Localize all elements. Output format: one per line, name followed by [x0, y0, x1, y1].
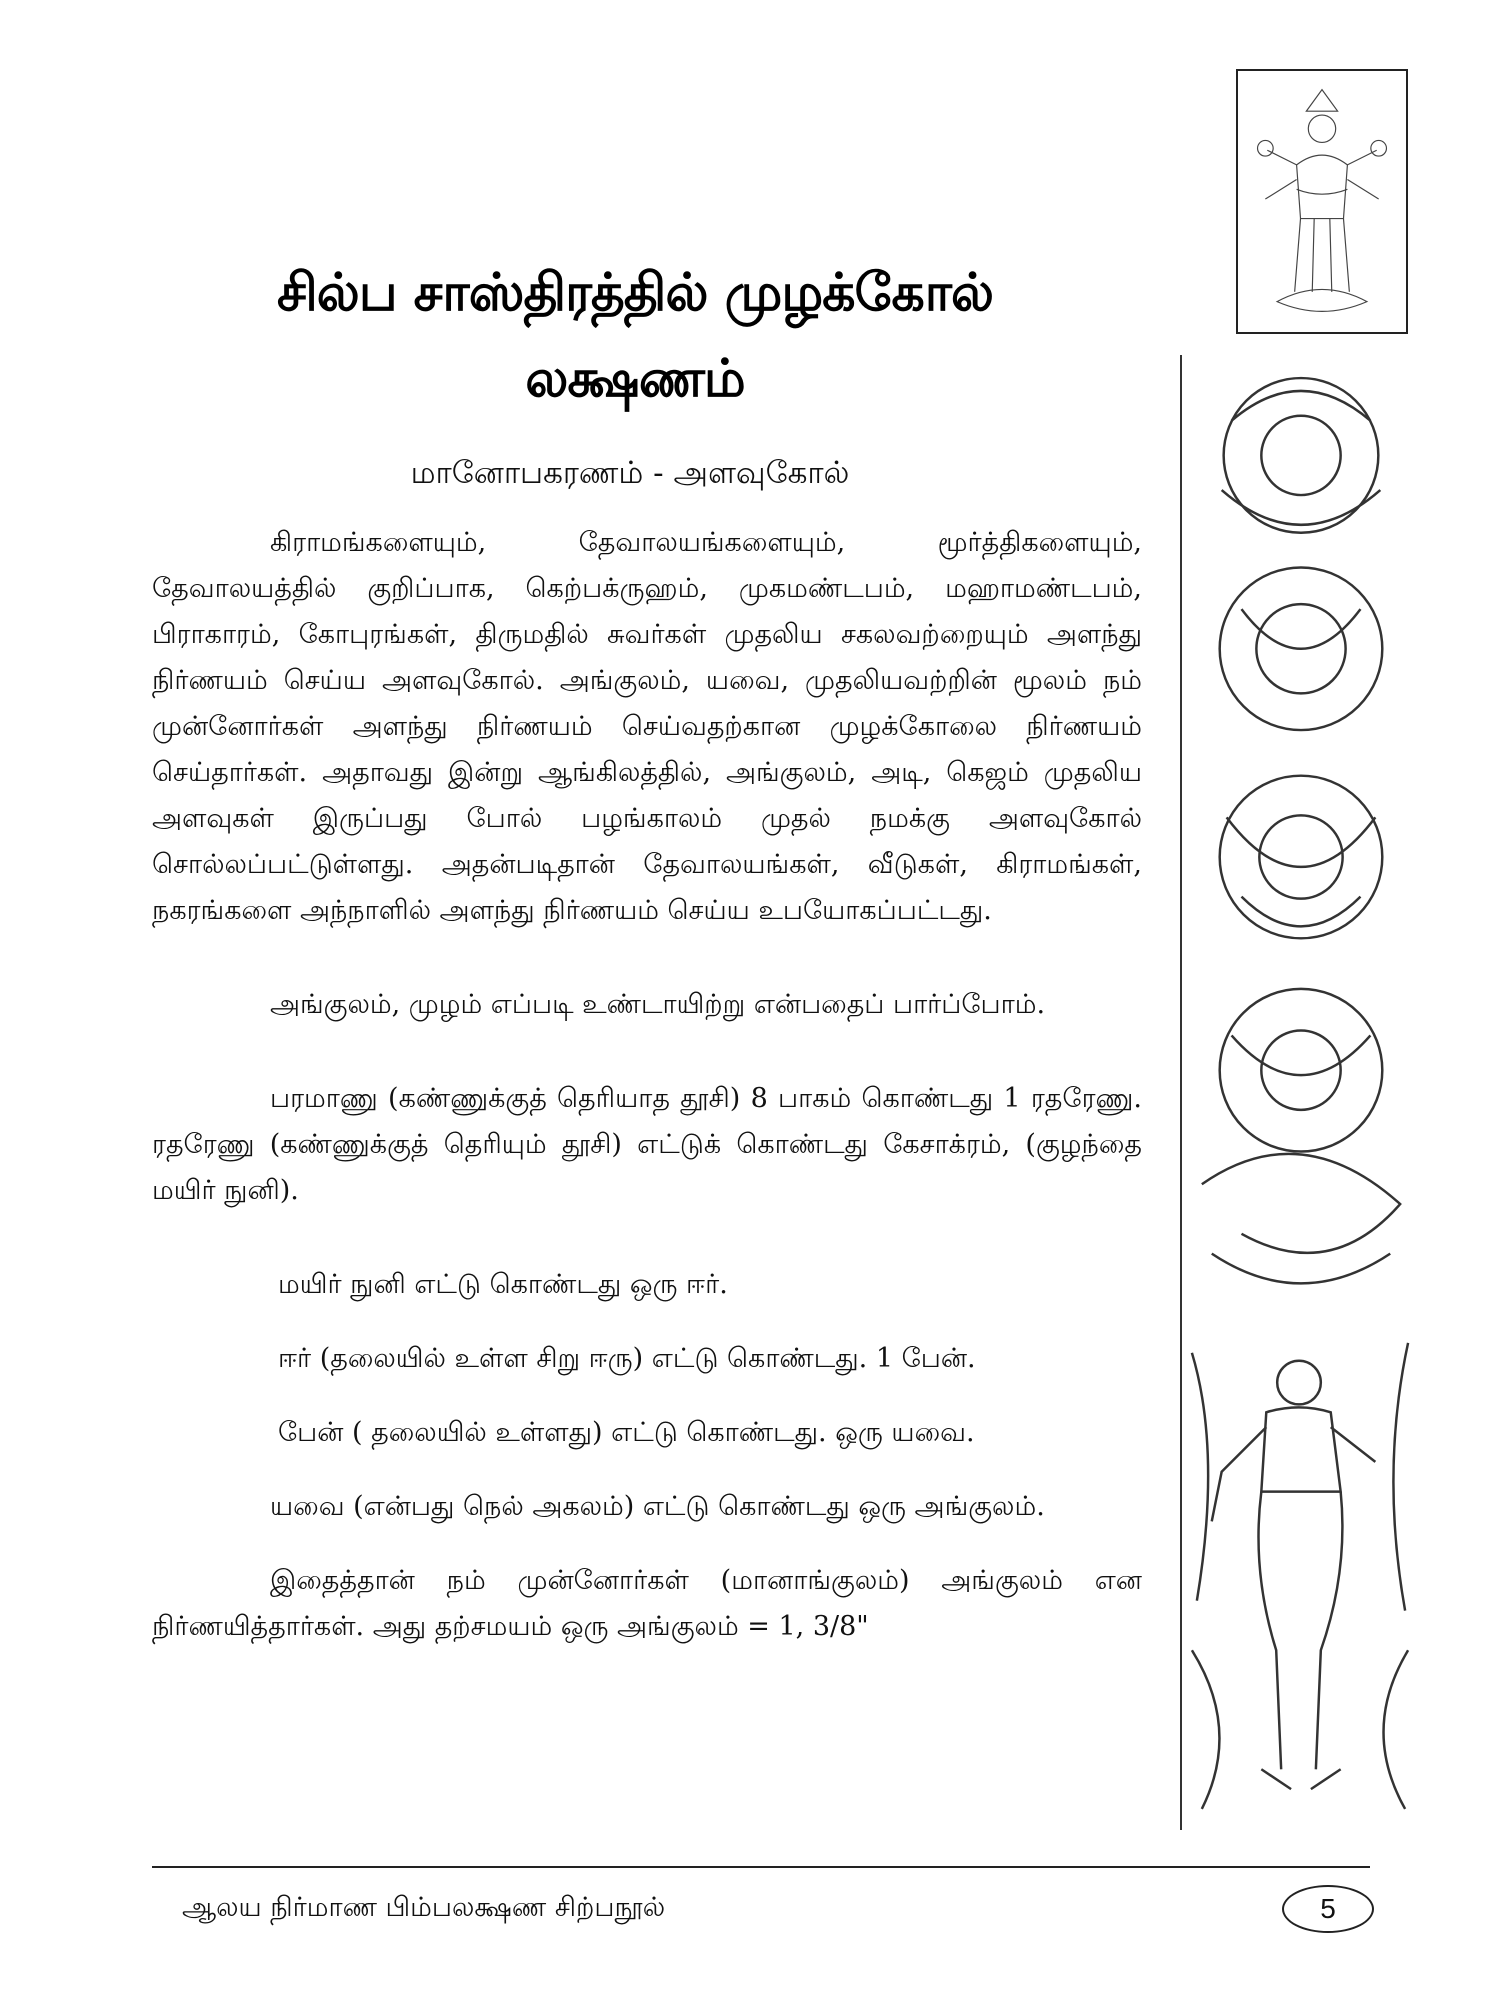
paragraph-2: அங்குலம், முழம் எப்படி உண்டாயிற்று என்பதைப் பார்ப்போம். [270, 989, 1046, 1020]
deity-illustration [1236, 69, 1408, 334]
measure-line-3: பேன் ( தலையில் உள்ளது) எட்டு கொண்டது. ஒரு யவை. [278, 1417, 975, 1448]
title-line-2: லக்ஷணம் [525, 349, 745, 409]
ornamental-border [1180, 355, 1418, 1830]
footer-divider [152, 1866, 1370, 1868]
paragraph-4: யவை (என்பது நெல் அகலம்) எட்டு கொண்டது ஒரு அங்குலம். [270, 1491, 1045, 1522]
paragraph-1: கிராமங்களையும், தேவாலயங்களையும், மூர்த்திகளையும், தேவாலயத்தில் குறிப்பாக, கெற்பக்ருஹம், முகமண்டபம், மஹாமண்டபம், பிராகாரம், கோபுரங்கள், திருமதில் சுவர்கள் முதலிய சகலவற்றையும் அளந்து நிர்ணயம் செய்ய அளவுகோல். அங்குலம், யவை, முதலியவற்றின் மூலம் நம் முன்னோர்கள் அளந்து நிர்ணயம் செய்வதற்கான முழக்கோலை நிர்ணயம் செய்தார்கள். அதாவது இன்று ஆங்கிலத்தில், அங்குலம், அடி, கெஜம் முதலிய அளவுகள் இருப்பது போல் பழங்காலம் முதல் நமக்கு அளவுகோல் சொல்லப்பட்டுள்ளது. அதன்படிதான் தேவாலயங்கள், வீடுகள், கிராமங்கள், நகரங்களை அந்நாளில் அளந்து நிர்ணயம் செய்ய உபயோகப்பட்டது. [152, 527, 1142, 926]
measure-line-2: ஈர் (தலையில் உள்ள சிறு ஈரு) எட்டு கொண்டது. 1 பேன். [278, 1343, 976, 1374]
footer-book-title: ஆலய நிர்மாண பிம்பலக்ஷண சிற்பநூல் [182, 1892, 666, 1923]
paragraph-5: இதைத்தான் நம் முன்னோர்கள் (மானாங்குலம்) அங்குலம் என நிர்ணயித்தார்கள். அது தற்சமயம் ஒரு அங்குலம் = 1, 3/8" [152, 1565, 1142, 1642]
section-subtitle: மானோபகரணம் - அளவுகோல் [410, 455, 850, 491]
measure-line-1: மயிர் நுனி எட்டு கொண்டது ஒரு ஈர். [278, 1269, 728, 1300]
body-text [152, 520, 1142, 1650]
page-title [130, 250, 1140, 422]
paragraph-3: பரமாணு (கண்ணுக்குத் தெரியாத தூசி) 8 பாகம் கொண்டது 1 ரதரேணு. ரதரேணு (கண்ணுக்குத் தெரியும் தூசி) எட்டுக் கொண்டது கேசாக்ரம், (குழந்தை மயிர் நுனி). [152, 1083, 1142, 1206]
title-line-1: சில்ப சாஸ்திரத்தில் முழக்கோல் [276, 263, 994, 323]
page-number: 5 [1282, 1885, 1374, 1933]
